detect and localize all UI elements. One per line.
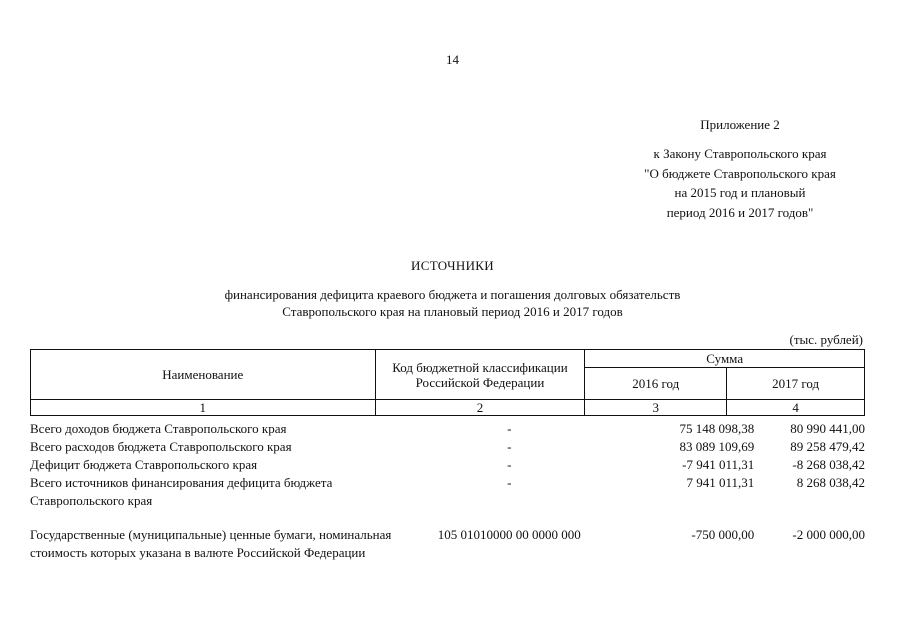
table-row — [30, 510, 865, 562]
row-value-2017: -8 268 038,42 — [792, 457, 865, 472]
page-number: 14 — [446, 52, 459, 67]
column-number: 3 — [585, 400, 727, 416]
row-value-2016: 75 148 098,38 — [679, 421, 755, 436]
column-number: 1 — [31, 400, 376, 416]
row-value-2016: -7 941 011,31 — [682, 457, 755, 472]
row-value-2017: -2 000 000,00 — [792, 527, 865, 542]
row-code: - — [507, 457, 512, 472]
row-name: Дефицит бюджета Ставропольского края — [30, 457, 258, 472]
row-name: Всего источников финансирования дефицита бюджета Ставропольского края — [30, 475, 333, 508]
row-value-2016: -750 000,00 — [691, 527, 755, 542]
header-2017: 2017 год — [727, 368, 865, 400]
appendix-line: к Закону Ставропольского края — [653, 146, 827, 161]
row-code: - — [507, 421, 512, 436]
subtitle-line: Ставропольского края на плановый период 2016 и 2017 годов — [282, 304, 623, 319]
row-code: - — [507, 475, 512, 490]
row-code: - — [507, 439, 512, 454]
row-value-2017: 89 258 479,42 — [790, 439, 865, 454]
appendix-line: период 2016 и 2017 годов" — [666, 204, 814, 220]
data-table — [30, 420, 865, 562]
units-label: (тыс. рублей) — [789, 332, 863, 347]
column-number: 2 — [375, 400, 585, 416]
header-code: Код бюджетной классификации Российской Федерации — [375, 350, 585, 400]
table-row — [30, 474, 865, 510]
row-value-2017: 80 990 441,00 — [790, 421, 865, 436]
row-name: Всего расходов бюджета Ставропольского края — [30, 439, 292, 454]
table-row — [30, 456, 865, 474]
row-value-2016: 83 089 109,69 — [679, 439, 755, 454]
row-value-2017: 8 268 038,42 — [796, 475, 865, 490]
document-title: ИСТОЧНИКИ — [411, 258, 494, 273]
subtitle-line: финансирования дефицита краевого бюджета и погашения долговых обязательств — [224, 287, 681, 302]
table-row — [30, 420, 865, 438]
row-code: 105 01010000 00 0000 000 — [437, 527, 581, 542]
table-header — [30, 349, 865, 416]
row-name: Всего доходов бюджета Ставропольского края — [30, 421, 287, 436]
table-row — [30, 438, 865, 456]
document-subtitle — [0, 286, 905, 320]
header-2016: 2016 год — [585, 368, 727, 400]
row-name: Государственные (муниципальные) ценные бумаги, номинальная стоимость которых указана в валюте Российской Федерации — [30, 527, 392, 560]
appendix-line: "О бюджете Ставропольского края — [644, 165, 836, 181]
column-number: 4 — [727, 400, 865, 416]
header-sum: Сумма — [585, 350, 865, 368]
appendix-line: на 2015 год и плановый — [674, 185, 806, 200]
appendix-title: Приложение 2 — [700, 117, 780, 132]
header-name: Наименование — [31, 350, 376, 400]
appendix-reference — [600, 144, 880, 222]
row-value-2016: 7 941 011,31 — [686, 475, 755, 490]
